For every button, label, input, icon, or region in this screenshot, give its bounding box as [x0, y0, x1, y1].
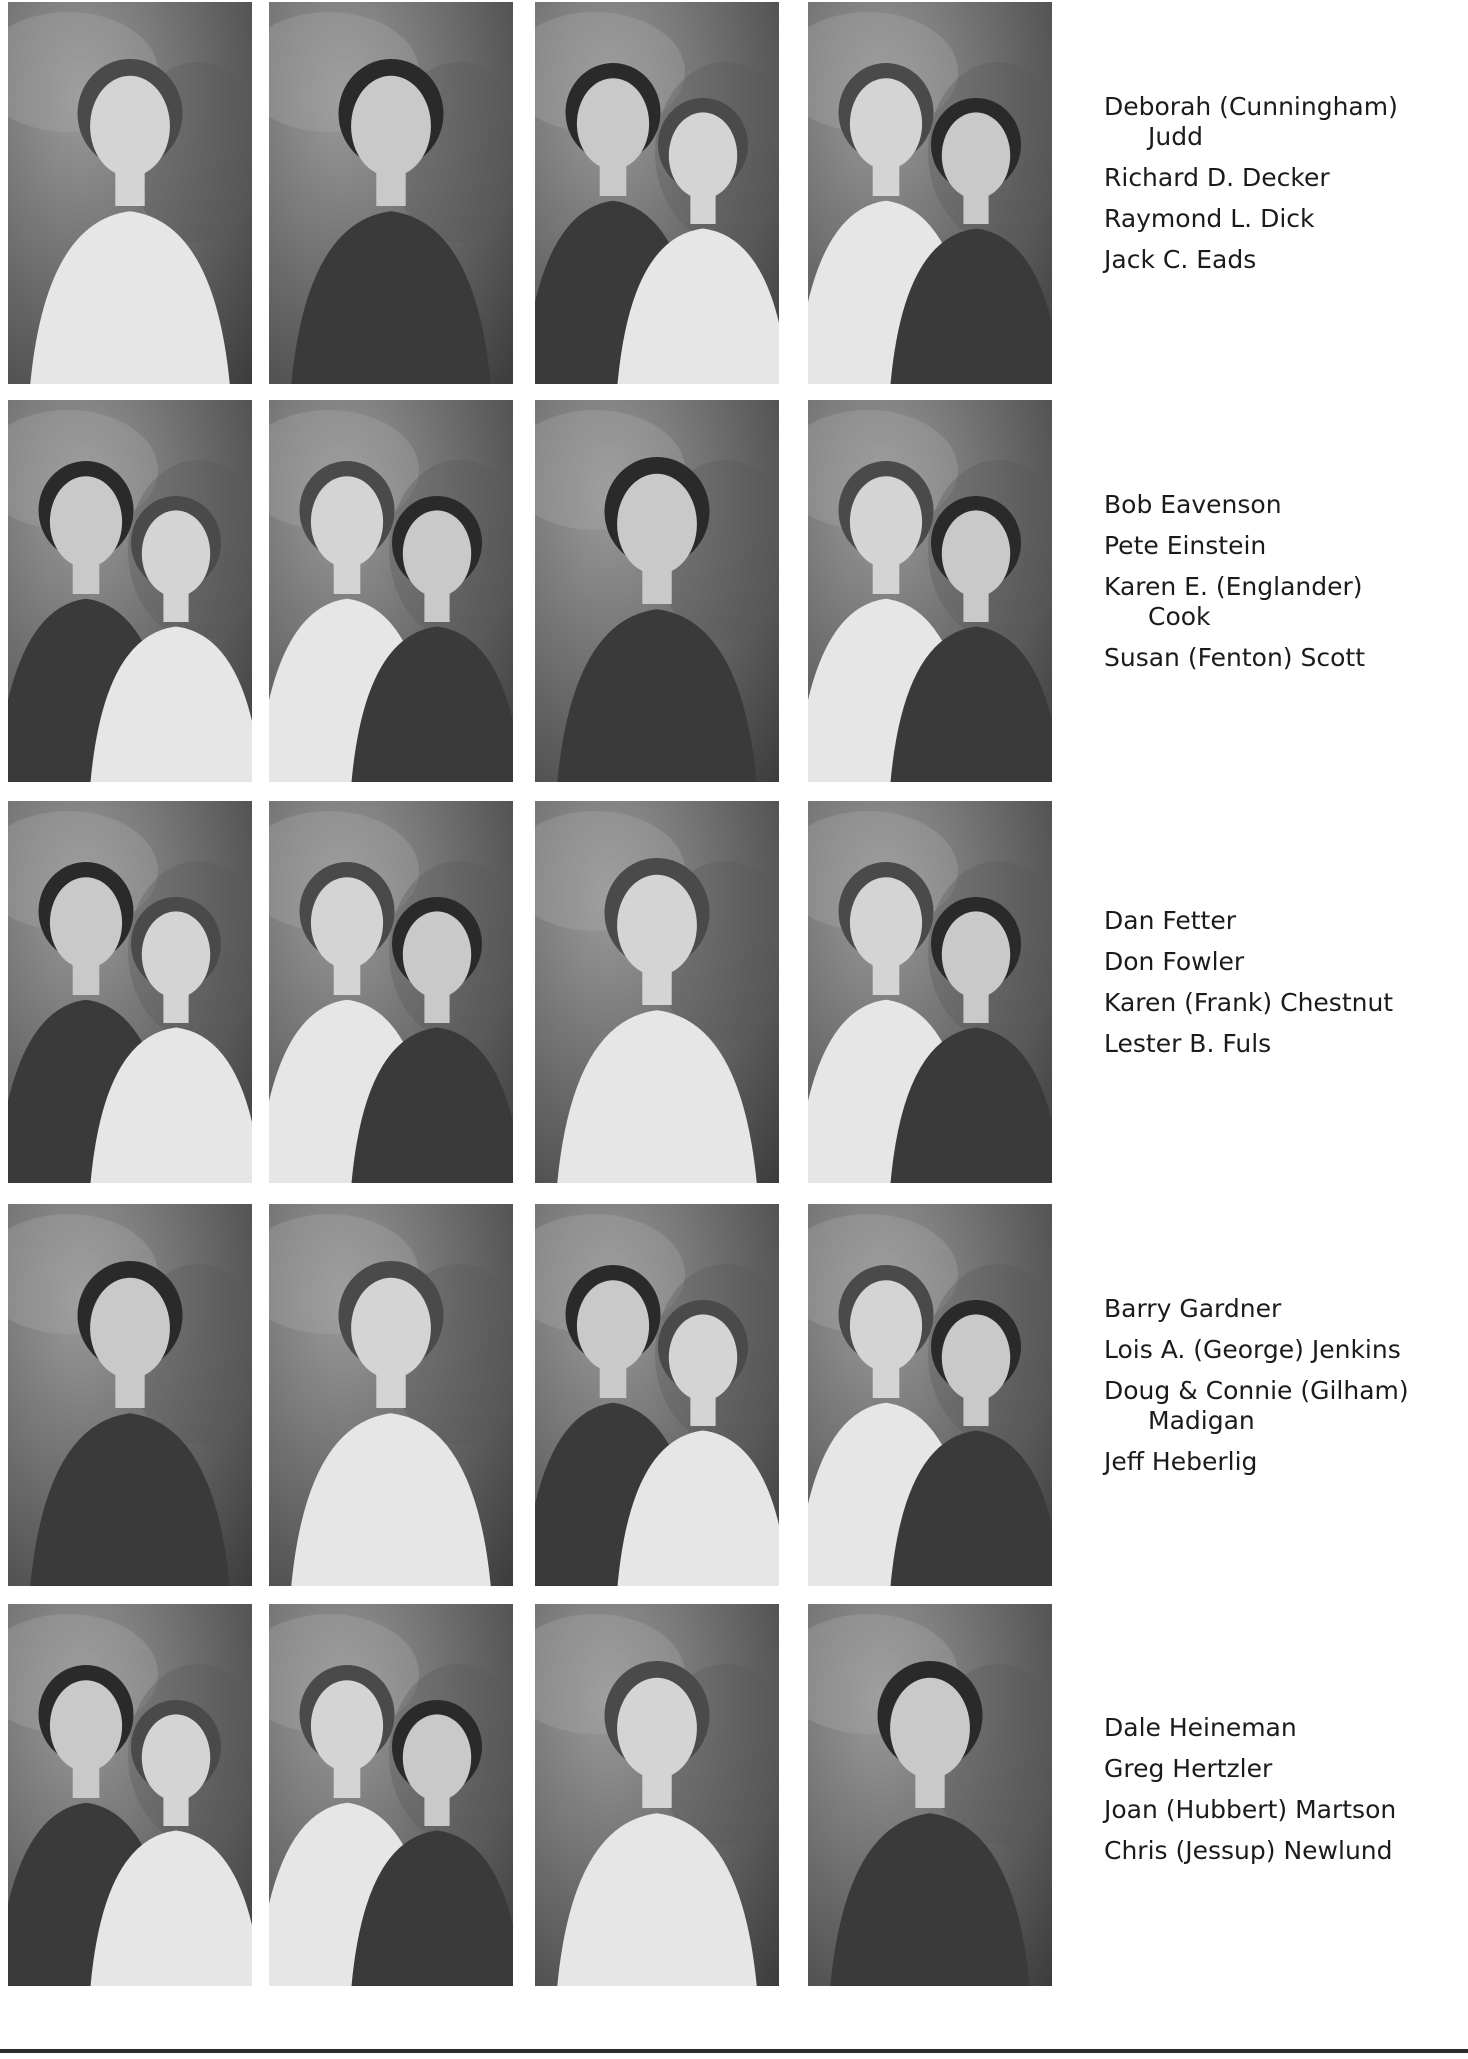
name-line: Lester B. Fuls	[1104, 1029, 1272, 1058]
person-name	[1104, 988, 1464, 1018]
person-name	[1104, 572, 1464, 632]
name-continuation: Cook	[1148, 602, 1211, 631]
portrait-photo	[808, 1604, 1052, 1986]
name-line: Greg Hertzler	[1104, 1754, 1273, 1783]
names-list	[1104, 1294, 1464, 1488]
name-line: Dan Fetter	[1104, 906, 1237, 935]
name-line: Bob Eavenson	[1104, 490, 1282, 519]
name-line: Don Fowler	[1104, 947, 1245, 976]
person-name	[1104, 92, 1464, 152]
person-name	[1104, 1376, 1464, 1436]
name-line: Dale Heineman	[1104, 1713, 1297, 1742]
name-line: Jack C. Eads	[1104, 245, 1257, 274]
name-line: Raymond L. Dick	[1104, 204, 1315, 233]
name-line: Karen (Frank) Chestnut	[1104, 988, 1394, 1017]
portrait-photo	[808, 1204, 1052, 1586]
portrait-photo	[269, 1204, 513, 1586]
name-line: Karen E. (Englander)	[1104, 572, 1363, 601]
portrait-photo	[8, 1204, 252, 1586]
name-continuation: Madigan	[1148, 1406, 1255, 1435]
name-line: Chris (Jessup) Newlund	[1104, 1836, 1393, 1865]
name-line: Barry Gardner	[1104, 1294, 1282, 1323]
person-name	[1104, 245, 1464, 275]
portrait-photo	[8, 801, 252, 1183]
name-continuation: Judd	[1148, 122, 1203, 151]
person-name	[1104, 1754, 1464, 1784]
portrait-photo	[8, 2, 252, 384]
portrait-photo	[269, 2, 513, 384]
portrait-photo	[808, 801, 1052, 1183]
name-line: Lois A. (George) Jenkins	[1104, 1335, 1401, 1364]
person-name	[1104, 490, 1464, 520]
person-name	[1104, 1029, 1464, 1059]
portrait-photo	[535, 400, 779, 782]
person-name	[1104, 531, 1464, 561]
portrait-photo	[535, 801, 779, 1183]
names-list	[1104, 1713, 1464, 1877]
person-name	[1104, 1294, 1464, 1324]
name-line: Susan (Fenton) Scott	[1104, 643, 1365, 672]
person-name	[1104, 947, 1464, 977]
portrait-photo	[8, 400, 252, 782]
bottom-rule	[0, 2049, 1468, 2053]
portrait-photo	[808, 2, 1052, 384]
portrait-photo	[535, 1604, 779, 1986]
person-name	[1104, 204, 1464, 234]
portrait-photo	[535, 1204, 779, 1586]
names-list	[1104, 92, 1464, 286]
portrait-photo	[808, 400, 1052, 782]
portrait-photo	[535, 2, 779, 384]
person-name	[1104, 1795, 1464, 1825]
name-line: Jeff Heberlig	[1104, 1447, 1258, 1476]
names-list	[1104, 906, 1464, 1070]
name-line: Doug & Connie (Gilham)	[1104, 1376, 1409, 1405]
person-name	[1104, 1713, 1464, 1743]
person-name	[1104, 906, 1464, 936]
person-name	[1104, 1836, 1464, 1866]
person-name	[1104, 1447, 1464, 1477]
portrait-photo	[8, 1604, 252, 1986]
person-name	[1104, 163, 1464, 193]
portrait-photo	[269, 400, 513, 782]
portrait-photo	[269, 1604, 513, 1986]
names-list	[1104, 490, 1464, 684]
name-line: Pete Einstein	[1104, 531, 1267, 560]
person-name	[1104, 643, 1464, 673]
person-name	[1104, 1335, 1464, 1365]
name-line: Joan (Hubbert) Martson	[1104, 1795, 1397, 1824]
name-line: Deborah (Cunningham)	[1104, 92, 1398, 121]
portrait-photo	[269, 801, 513, 1183]
name-line: Richard D. Decker	[1104, 163, 1330, 192]
